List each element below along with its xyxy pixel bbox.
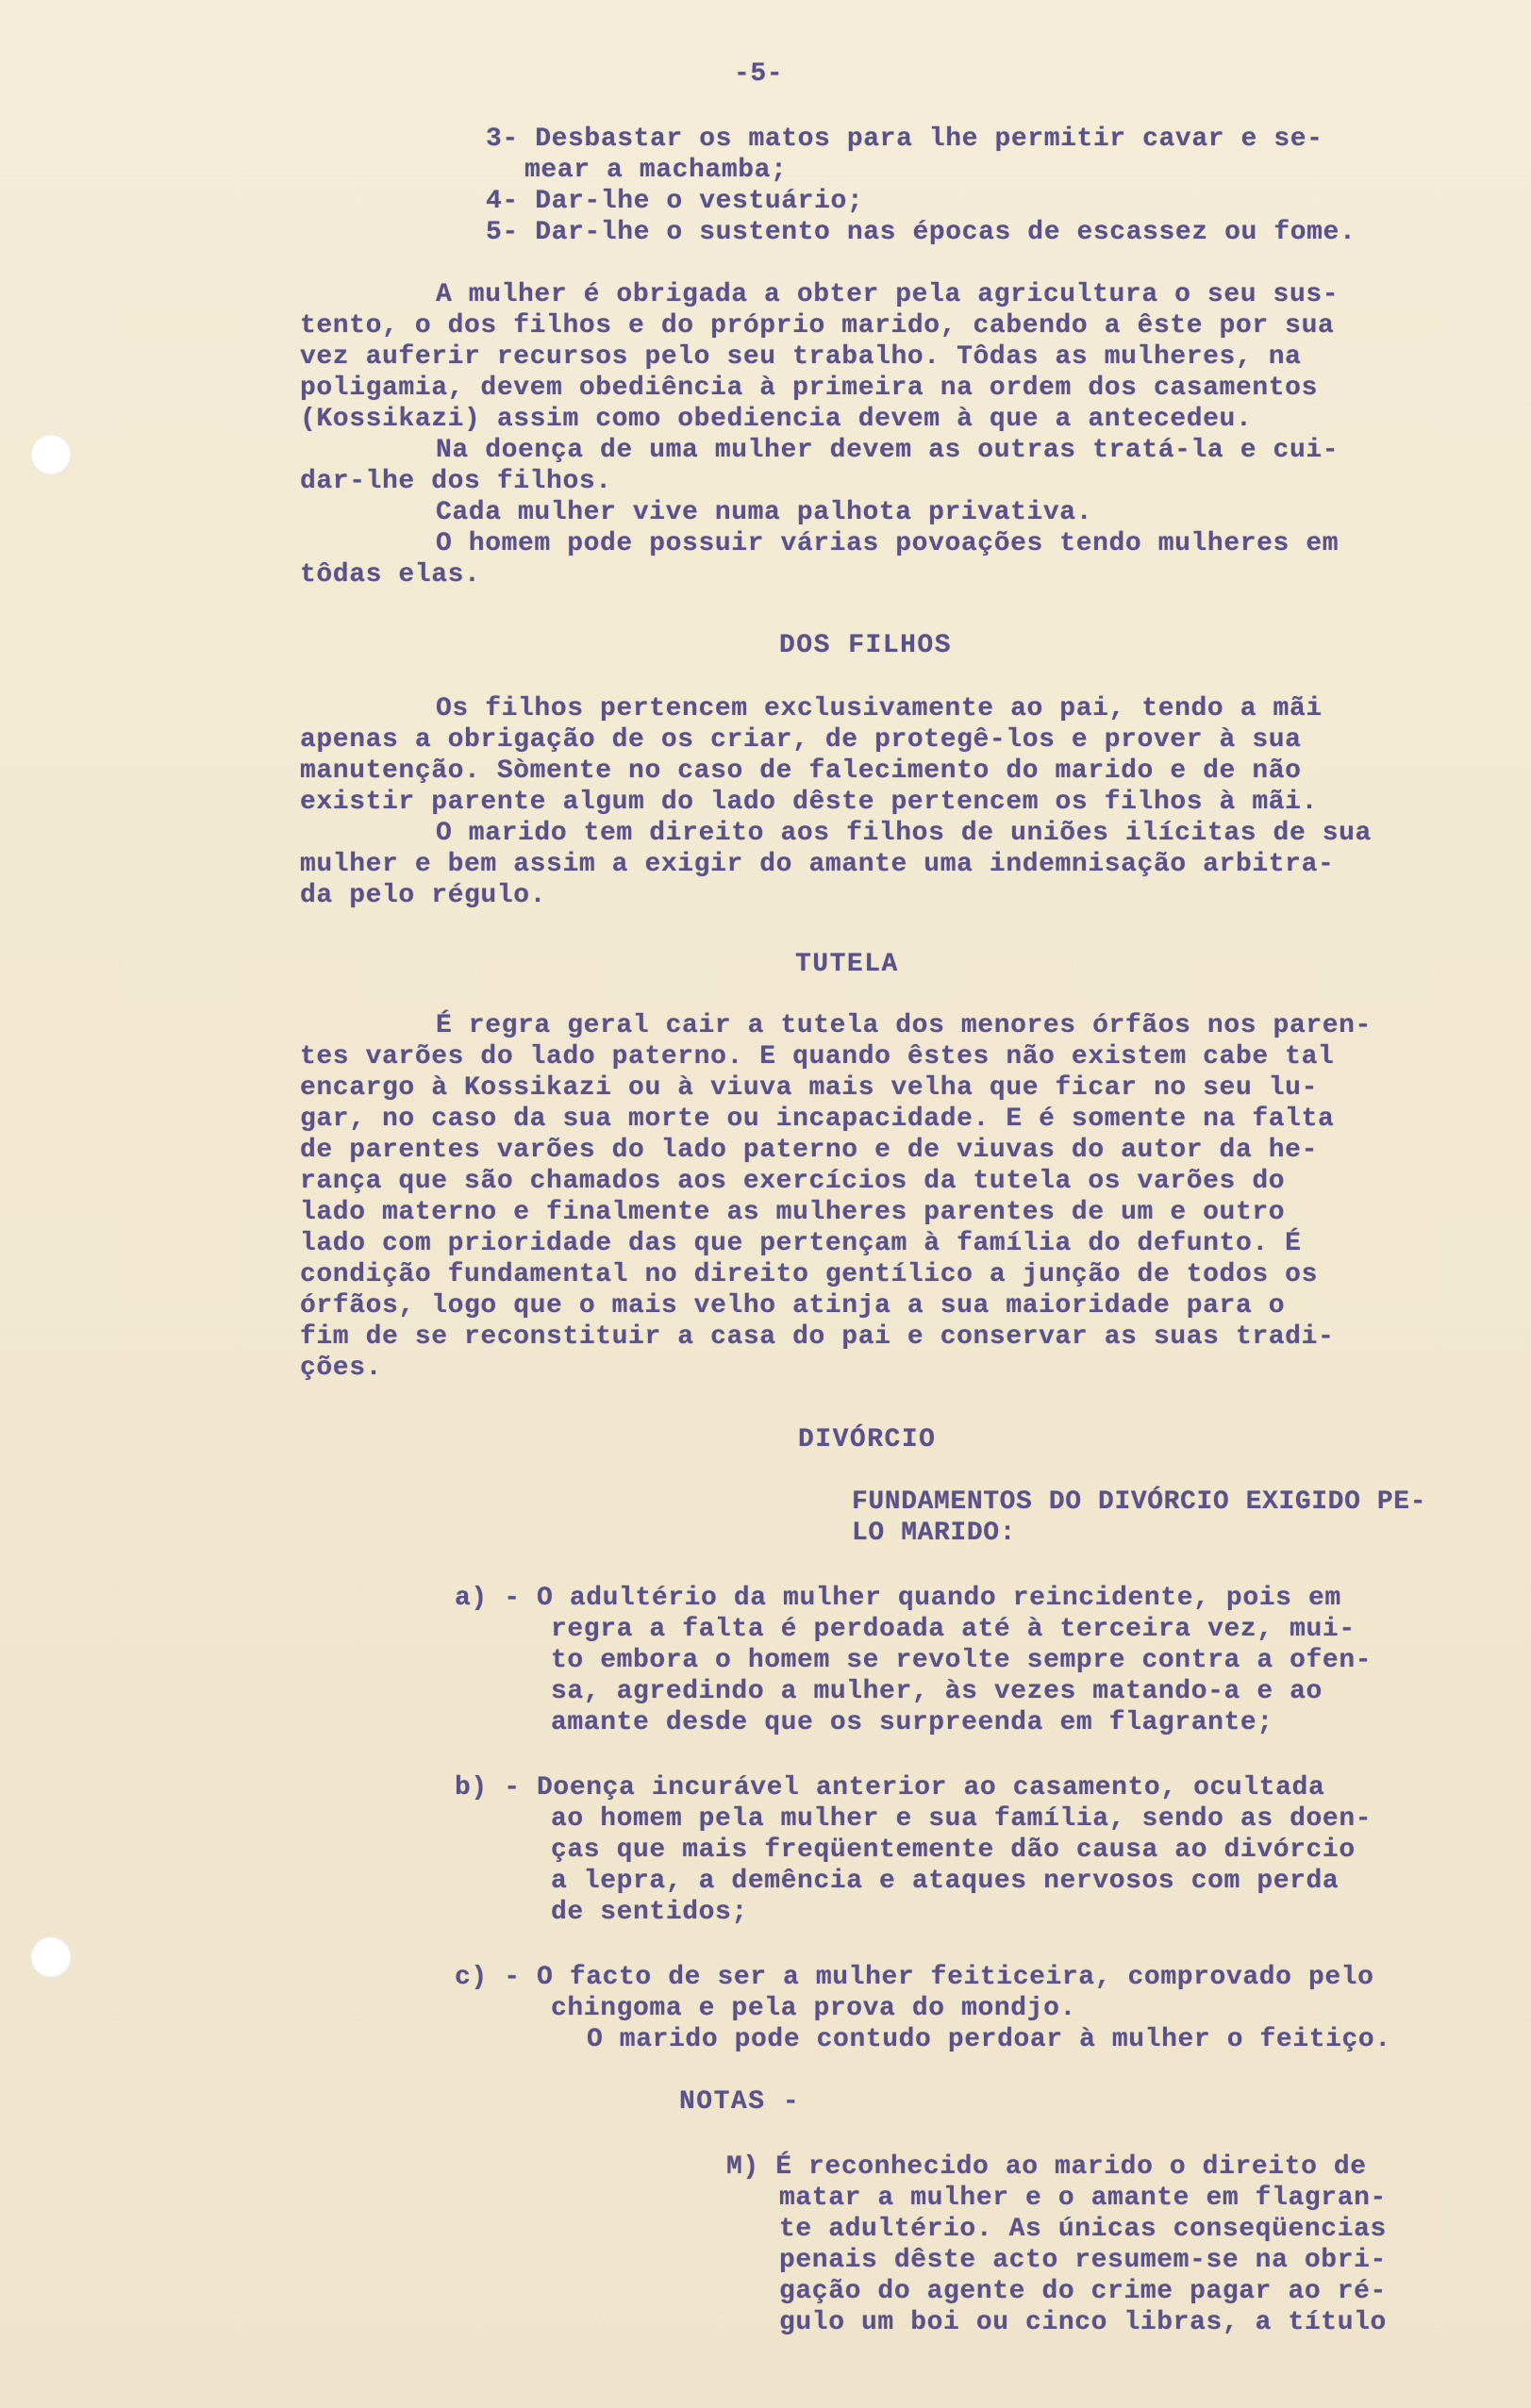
paragraph-line: Os filhos pertencem exclusivamente ao pai, tendo a mãi [436, 694, 1323, 723]
paragraph-line: fim de se reconstituir a casa do pai e conservar as suas tradi- [300, 1322, 1335, 1352]
paragraph-line: ções. [300, 1353, 383, 1383]
note-m-line: gulo um boi ou cinco libras, a título [779, 2308, 1387, 2337]
paragraph-line: dar-lhe dos filhos. [300, 467, 612, 496]
item-a-line: amante desde que os surpreenda em flagrante; [551, 1708, 1273, 1737]
note-m-line: te adultério. As únicas conseqüencias [779, 2215, 1387, 2244]
item-c-line: O marido pode contudo perdoar à mulher o feitiço. [587, 2025, 1391, 2054]
paragraph-line: Na doença de uma mulher devem as outras tratá-la e cui- [436, 436, 1340, 465]
item-b-line: de sentidos; [551, 1898, 748, 1927]
paragraph-line: (Kossikazi) assim como obediencia devem à que a antecedeu. [300, 405, 1253, 434]
item-b-line: b) - Doença incurável anterior ao casamento, ocultada [455, 1773, 1325, 1802]
list-item-3-continued: mear a machamba; [524, 156, 788, 185]
paragraph-line: O homem pode possuir várias povoações tendo mulheres em [436, 529, 1340, 558]
item-b-line: ao homem pela mulher e sua família, sendo as doen- [551, 1804, 1373, 1834]
paragraph-line: da pelo régulo. [300, 881, 547, 910]
item-c-line: chingoma e pela prova do mondjo. [551, 1994, 1076, 2023]
paragraph-line: É regra geral cair a tutela dos menores órfãos nos paren- [436, 1011, 1372, 1040]
paragraph-line: A mulher é obrigada a obter pela agricultura o seu sus- [436, 280, 1340, 309]
item-c-line: c) - O facto de ser a mulher feiticeira, comprovado pelo [455, 1963, 1374, 1992]
item-a-line: regra a falta é perdoada até à terceira vez, mui- [551, 1615, 1356, 1644]
paragraph-line: manutenção. Sòmente no caso de falecimento do marido e de não [300, 756, 1302, 786]
paragraph-line: encargo à Kossikazi ou à viuva mais velha que ficar no seu lu- [300, 1073, 1318, 1103]
paragraph-line: tento, o dos filhos e do próprio marido, cabendo a êste por sua [300, 311, 1335, 340]
paragraph-line: O marido tem direito aos filhos de uniões ilícitas de sua [436, 819, 1372, 848]
paragraph-line: poligamia, devem obediência à primeira na ordem dos casamentos [300, 374, 1318, 403]
section-heading-tutela: TUTELA [795, 950, 899, 979]
paragraph-line: Cada mulher vive numa palhota privativa. [436, 498, 1093, 527]
paragraph-line: lado com prioridade das que pertençam à família do defunto. É [300, 1229, 1302, 1258]
paragraph-line: tes varões do lado paterno. E quando êstes não existem cabe tal [300, 1042, 1335, 1071]
binder-hole-top [30, 434, 72, 475]
subheading-fundamentos: FUNDAMENTOS DO DIVÓRCIO EXIGIDO PE- [852, 1487, 1427, 1517]
page-number: -5- [734, 59, 784, 89]
paragraph-line: órfãos, logo que o mais velho atinja a sua maioridade para o [300, 1291, 1286, 1320]
note-m-line: gação do agente do crime pagar ao ré- [779, 2277, 1387, 2306]
item-b-line: ças que mais freqüentemente dão causa ao divórcio [551, 1835, 1356, 1865]
section-heading-filhos: DOS FILHOS [779, 631, 953, 660]
paragraph-line: gar, no caso da sua morte ou incapacidade. E é somente na falta [300, 1104, 1335, 1134]
paragraph-line: de parentes varões do lado paterno e de viuvas do autor da he- [300, 1136, 1318, 1165]
note-m-line: penais dêste acto resumem-se na obri- [779, 2246, 1387, 2275]
binder-hole-bottom [30, 1936, 72, 1978]
paragraph-line: apenas a obrigação de os criar, de protegê-los e prover à sua [300, 725, 1302, 755]
paragraph-line: mulher e bem assim a exigir do amante uma indemnisação arbitra- [300, 850, 1335, 879]
list-item-3: 3- Desbastar os matos para lhe permitir cavar e se- [486, 125, 1323, 154]
item-a-line: a) - O adultério da mulher quando reincidente, pois em [455, 1584, 1341, 1613]
list-item-4: 4- Dar-lhe o vestuário; [486, 187, 864, 216]
paragraph-line: rança que são chamados aos exercícios da tutela os varões do [300, 1167, 1286, 1196]
paragraph-line: existir parente algum do lado dêste pertencem os filhos à mãi. [300, 788, 1318, 817]
section-heading-divorcio: DIVÓRCIO [798, 1425, 937, 1454]
note-m-line: M) É reconhecido ao marido o direito de [726, 2152, 1367, 2182]
item-a-line: to embora o homem se revolte sempre contra a ofen- [551, 1646, 1373, 1675]
item-b-line: a lepra, a demência e ataques nervosos com perda [551, 1867, 1340, 1896]
paragraph-line: lado materno e finalmente as mulheres parentes de um e outro [300, 1198, 1286, 1227]
paragraph-line: condição fundamental no direito gentílico a junção de todos os [300, 1260, 1318, 1289]
paragraph-line: tôdas elas. [300, 560, 481, 590]
list-item-5: 5- Dar-lhe o sustento nas épocas de escassez ou fome. [486, 218, 1356, 247]
subheading-fundamentos-continued: LO MARIDO: [852, 1519, 1017, 1548]
item-a-line: sa, agredindo a mulher, às vezes matando-a e ao [551, 1677, 1323, 1706]
notes-heading: NOTAS - [679, 2087, 801, 2117]
note-m-line: matar a mulher e o amante em flagran- [779, 2184, 1387, 2213]
paragraph-line: vez auferir recursos pelo seu trabalho. Tôdas as mulheres, na [300, 342, 1302, 372]
